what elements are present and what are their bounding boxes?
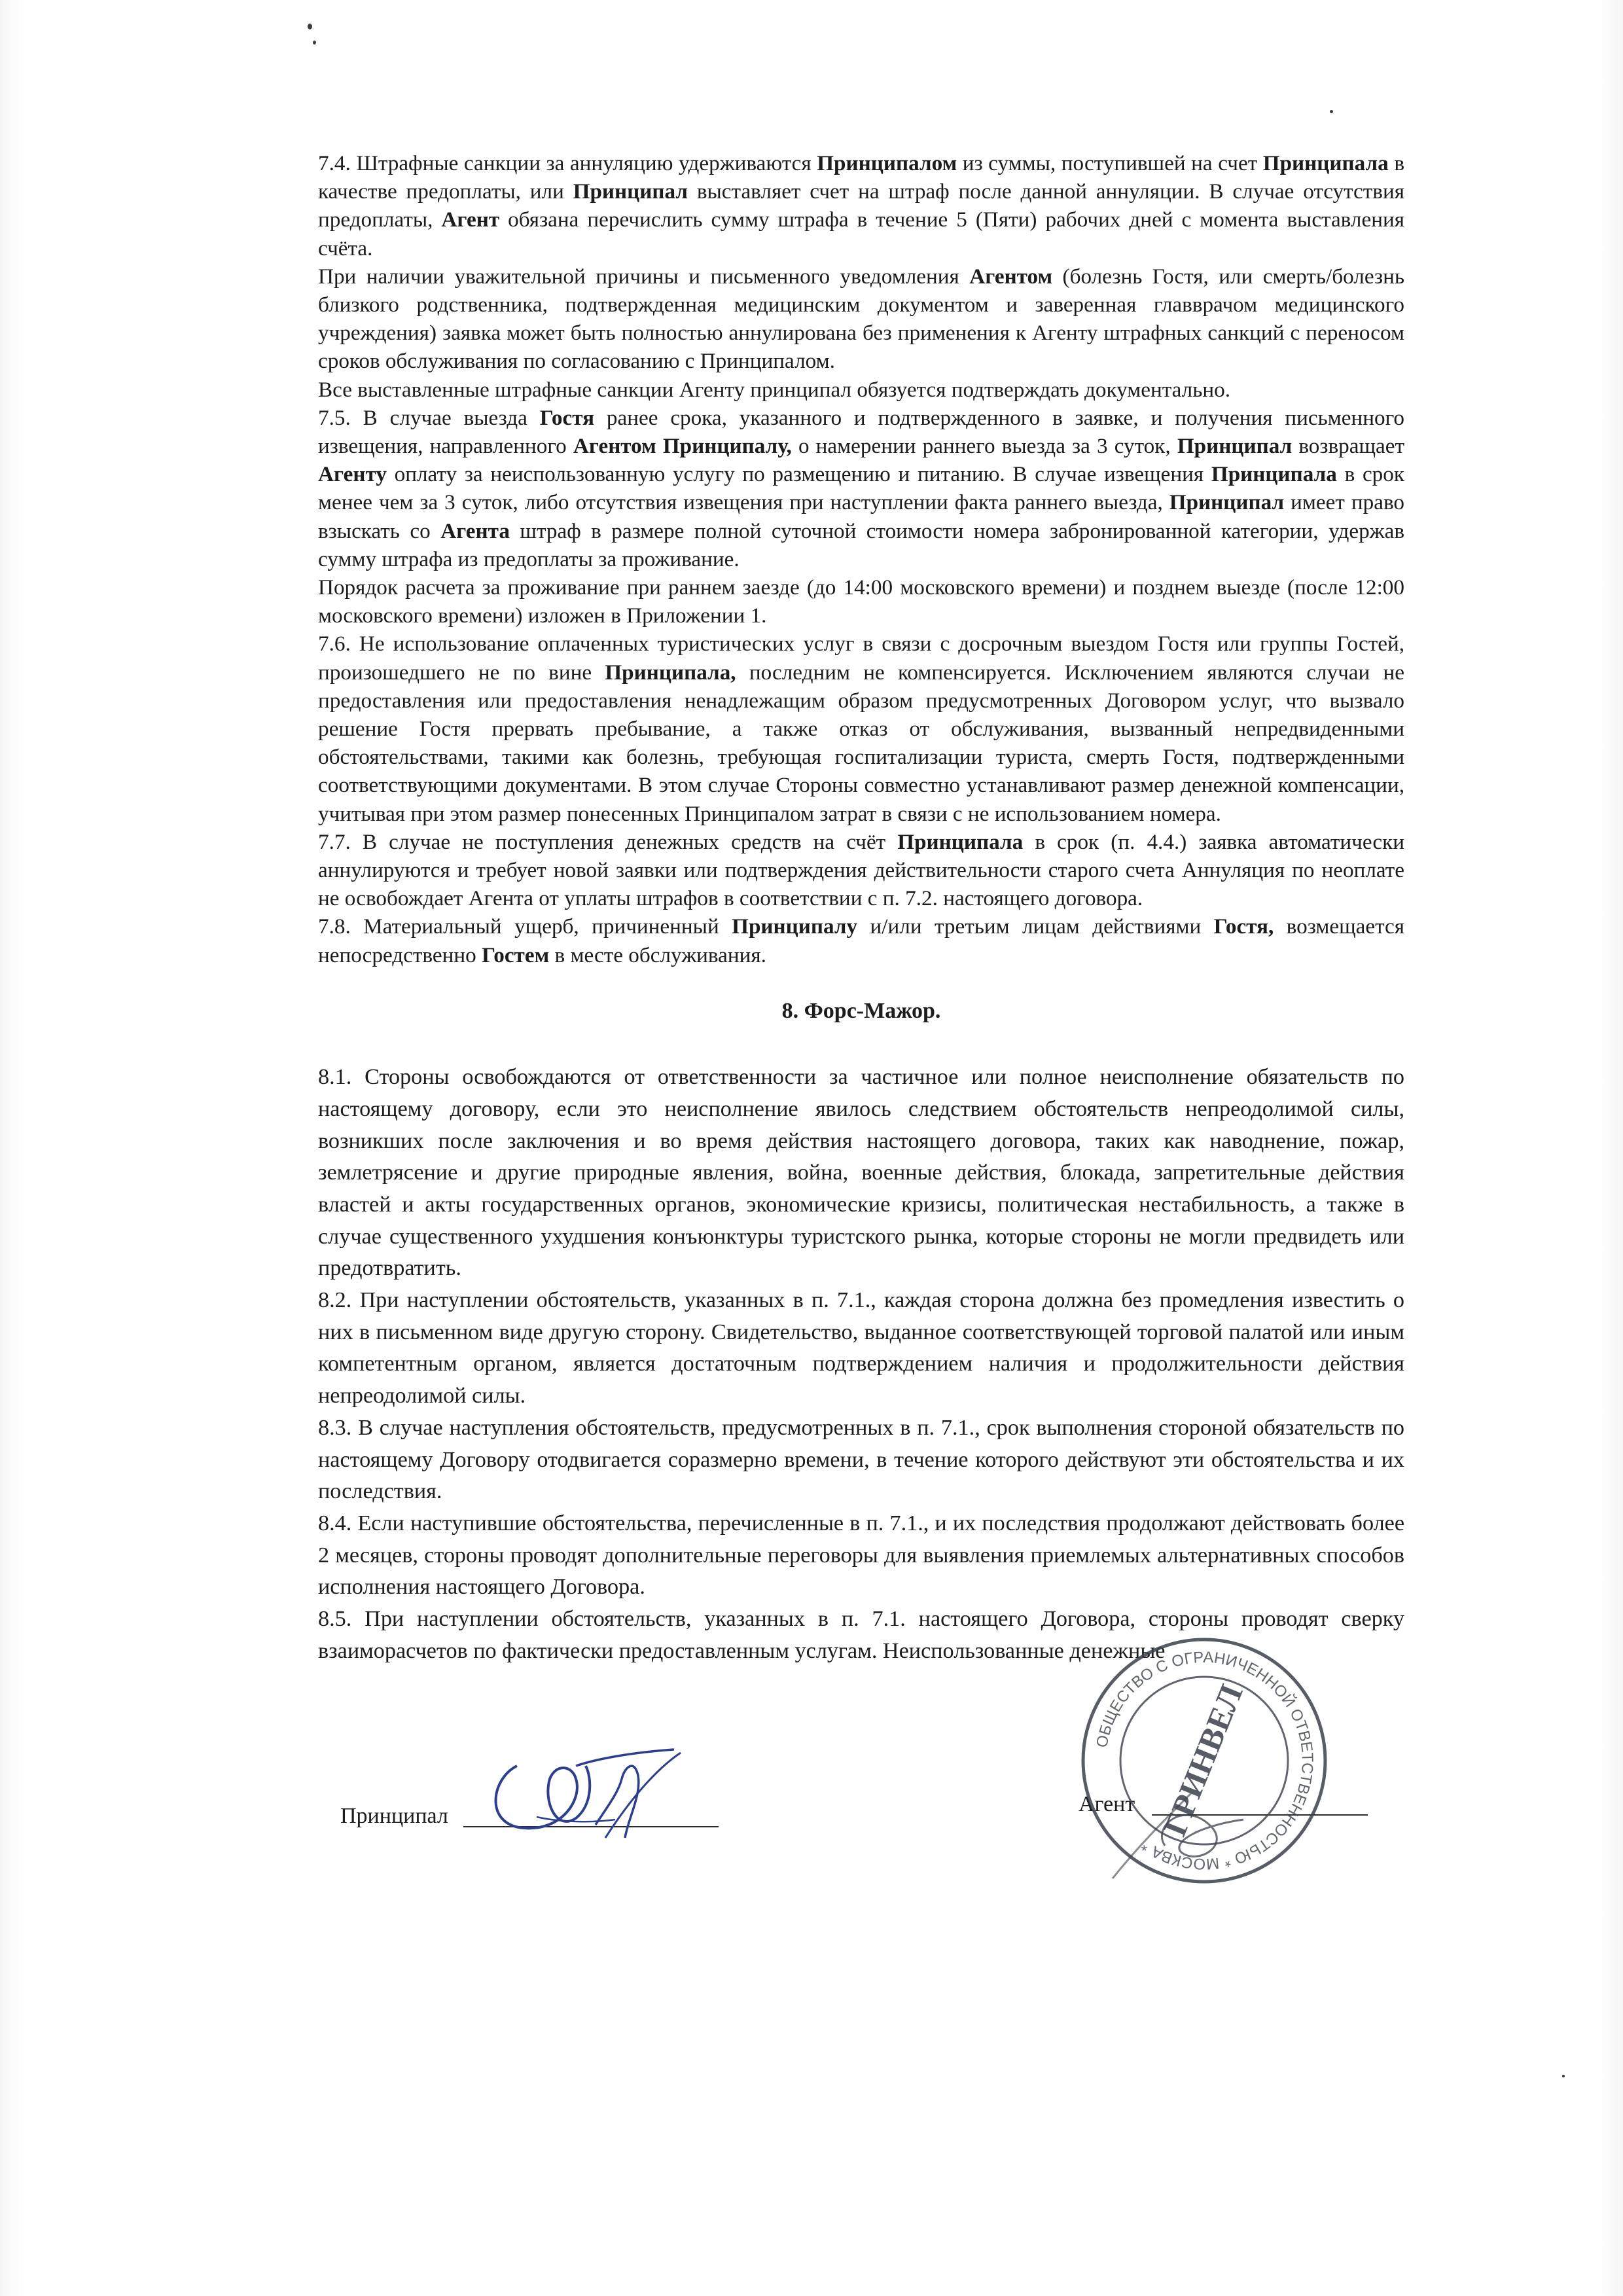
scan-speck bbox=[1562, 2075, 1565, 2077]
paragraph-text: 7.8. Материальный ущерб, причиненный bbox=[318, 914, 732, 939]
paragraph-text: 8.3. В случае наступления обстоятельств, предусмотренных в п. 7.1., срок выполнения стороной обязательств по настоящему Договору отодвигается соразмерно времени, в течение которого действуют эти обстоятельства и их последствия. bbox=[318, 1415, 1404, 1504]
paragraph-text: выставляет счет на штраф после данной аннуляции. В случае отсутствия предоплаты, bbox=[318, 179, 1404, 232]
paragraph-p82 bbox=[318, 1285, 1404, 1412]
paragraph-p81 bbox=[318, 1062, 1404, 1285]
stamp-ring-text: ОБЩЕСТВО С ОГРАНИЧЕННОЙ ОТВЕТСТВЕННОСТЬЮ * МОСКВА * bbox=[1093, 1648, 1317, 1873]
paragraph-text: 8.1. Стороны освобождаются от ответственности за частичное или полное неисполнение обязательств по настоящему договору, если это неисполнение явилось следствием обстоятельств непреодолимой силы, возникших после заключения и во время действия настоящего договора, таких как наводнение, пожар, землетрясение и другие природные явления, война, военные действия, блокада, запретительные действия властей и акты государственных органов, экономические кризисы, политическая нестабильность, а также в случае существенного ухудшения конъюнктуры туристского рынка, которые стороны не могли предвидеть или предотвратить. bbox=[318, 1065, 1404, 1281]
scan-speck bbox=[1330, 110, 1333, 113]
paragraph-text: в срок (п. 4.4.) заявка автоматически аннулируются и требует новой заявки или подтверждения действительности старого счета Аннуляция по неоплате не освобождает Агента от уплаты штрафов в соответствии с п. 7.2. настоящего договора. bbox=[318, 829, 1404, 911]
paragraph-text: ранее срока, указанного и подтвержденного в заявке, и получения письменного извещения, направленного bbox=[318, 405, 1404, 459]
paragraph-text: 7.7. В случае не поступления денежных средств на счёт bbox=[318, 829, 898, 854]
paragraph-text: Порядок расчета за проживание при раннем заезде (до 14:00 московского времени) и позднем выезде (после 12:00 московского времени) изложен в Приложении 1. bbox=[318, 575, 1404, 628]
paragraph-text: в срок менее чем за 3 суток, либо отсутствия извещения при наступлении факта раннего выезда, bbox=[318, 462, 1404, 515]
paragraph-p74 bbox=[318, 149, 1404, 262]
paragraph-text: имеет право взыскать со bbox=[318, 490, 1404, 543]
paragraph-text: 8.4. Если наступившие обстоятельства, перечисленные в п. 7.1., и их последствия продолжают действовать более 2 месяцев, стороны проводят дополнительные переговоры для выявления приемлемых альтернативных способов исполнения настоящего Договора. bbox=[318, 1511, 1404, 1600]
paragraph-text: 7.4. Штрафные санкции за аннуляцию удерживаются bbox=[318, 151, 817, 175]
paragraph-text: в качестве предоплаты, или bbox=[318, 151, 1405, 204]
paragraph-text: Принципала bbox=[897, 829, 1024, 854]
section-8-paragraphs bbox=[318, 1062, 1404, 1667]
paragraph-text: Агент bbox=[441, 207, 500, 232]
scan-speck bbox=[308, 24, 312, 29]
paragraph-text: При наличии уважительной причины и письменного уведомления bbox=[318, 264, 970, 289]
paragraph-p76 bbox=[318, 630, 1404, 827]
paragraph-text: 7.6. Не использование оплаченных туристических услуг в связи с досрочным выездом Гостя или группы Гостей, произошедшего не по вине bbox=[318, 632, 1404, 685]
paragraph-text: Гостя, bbox=[1213, 914, 1274, 939]
document-body bbox=[318, 149, 1404, 1667]
paragraph-text: в месте обслуживания. bbox=[549, 942, 766, 967]
paragraph-p78 bbox=[318, 912, 1404, 969]
company-round-stamp bbox=[1073, 1630, 1335, 1892]
paragraph-text: о намерении раннего выезда за 3 суток, bbox=[791, 434, 1177, 459]
paragraph-text: оплату за неиспользованную услугу по размещению и питанию. В случае извещения bbox=[386, 462, 1211, 487]
paragraph-text: Принципалом bbox=[817, 151, 957, 175]
paragraph-text: Агенту bbox=[318, 462, 387, 487]
paragraph-text: Принципалу bbox=[732, 914, 858, 939]
paragraph-p74c bbox=[318, 376, 1404, 404]
section-7-paragraphs bbox=[318, 149, 1404, 969]
paragraph-text: Гостем bbox=[482, 942, 550, 967]
paragraph-text: обязана перечислить сумму штрафа в течение 5 (Пяти) рабочих дней с момента выставления счёта. bbox=[318, 207, 1404, 260]
paragraph-p77 bbox=[318, 828, 1404, 913]
paragraph-text: из суммы, поступившей на счет bbox=[957, 151, 1263, 175]
paragraph-text: Принципала, bbox=[605, 660, 736, 685]
paragraph-text: Агентом bbox=[969, 264, 1053, 289]
paragraph-text: Агента bbox=[440, 518, 510, 543]
paragraph-text: Принципала bbox=[1262, 151, 1389, 175]
paragraph-text: Агентом Принципалу, bbox=[573, 434, 792, 459]
paragraph-text: Принципал bbox=[573, 179, 688, 204]
paragraph-text: возвращает bbox=[1292, 434, 1404, 459]
paragraph-text: Все выставленные штрафные санкции Агенту принципал обязуется подтверждать документально. bbox=[318, 377, 1231, 402]
scan-speck bbox=[313, 41, 316, 45]
section-8-title: 8. Форс-Мажор. bbox=[781, 998, 941, 1023]
paragraph-text: Принципал bbox=[1169, 490, 1285, 515]
paragraph-text: Гостя bbox=[539, 405, 595, 430]
stamp-center-text: ГРИНВЕЛ bbox=[1156, 1679, 1250, 1841]
paragraph-text: 8.2. При наступлении обстоятельств, указанных в п. 7.1., каждая сторона должна без промедления известить о них в письменном виде другую сторону. Свидетельство, выданное соответствующей торговой палатой или иным компетентным органом, является достаточным подтверждением наличия и продолжительности действия непреодолимой силы. bbox=[318, 1288, 1404, 1408]
principal-signature-label: Принципал bbox=[340, 1804, 448, 1828]
paragraph-p75b bbox=[318, 573, 1404, 630]
paragraph-text: (болезнь Гостя, или смерть/болезнь близкого родственника, подтвержденная медицинским документом и заверенная главврачом медицинского учреждения) заявка может быть полностью аннулирована без применения к Агенту штрафных санкций с переносом сроков обслуживания по согласованию с Принципалом. bbox=[318, 264, 1404, 374]
paragraph-text: возмещается непосредственно bbox=[318, 914, 1405, 967]
paragraph-text: и/или третьим лицам действиями bbox=[857, 914, 1214, 939]
paragraph-text: 7.5. В случае выезда bbox=[318, 405, 540, 430]
paragraph-text: 8.5. При наступлении обстоятельств, указанных в п. 7.1. настоящего Договора, стороны проводят сверку взаиморасчетов по фактически предоставленным услугам. Неиспользованные денежные bbox=[318, 1607, 1404, 1663]
paragraph-text: штраф в размере полной суточной стоимости номера забронированной категории, удержав сумму штрафа из предоплаты за проживание. bbox=[318, 518, 1404, 571]
paragraph-text: Принципала bbox=[1211, 462, 1337, 487]
agent-signature-label: Агент bbox=[1079, 1792, 1135, 1816]
paragraph-p75 bbox=[318, 404, 1404, 573]
principal-handwritten-signature bbox=[478, 1740, 694, 1844]
paragraph-p83 bbox=[318, 1412, 1404, 1508]
paragraph-p74b bbox=[318, 262, 1404, 376]
paragraph-text: последним не компенсируется. Исключением являются случаи не предоставления или предоставления ненадлежащим образом предусмотренных Договором услуг, что вызвало решение Гостя прервать пребывание, а также отказ от обслуживания, вызванный непредвиденными обстоятельствами, такими как болезнь, требующая госпитализации туриста, смерть Гостя, подтвержденными соответствующими документами. В этом случае Стороны совместно устанавливают размер денежной компенсации, учитывая при этом размер понесенных Принципалом затрат в связи с не использованием номера. bbox=[318, 660, 1404, 826]
paragraph-p84 bbox=[318, 1508, 1404, 1604]
paragraph-text: Принципал bbox=[1177, 434, 1293, 459]
